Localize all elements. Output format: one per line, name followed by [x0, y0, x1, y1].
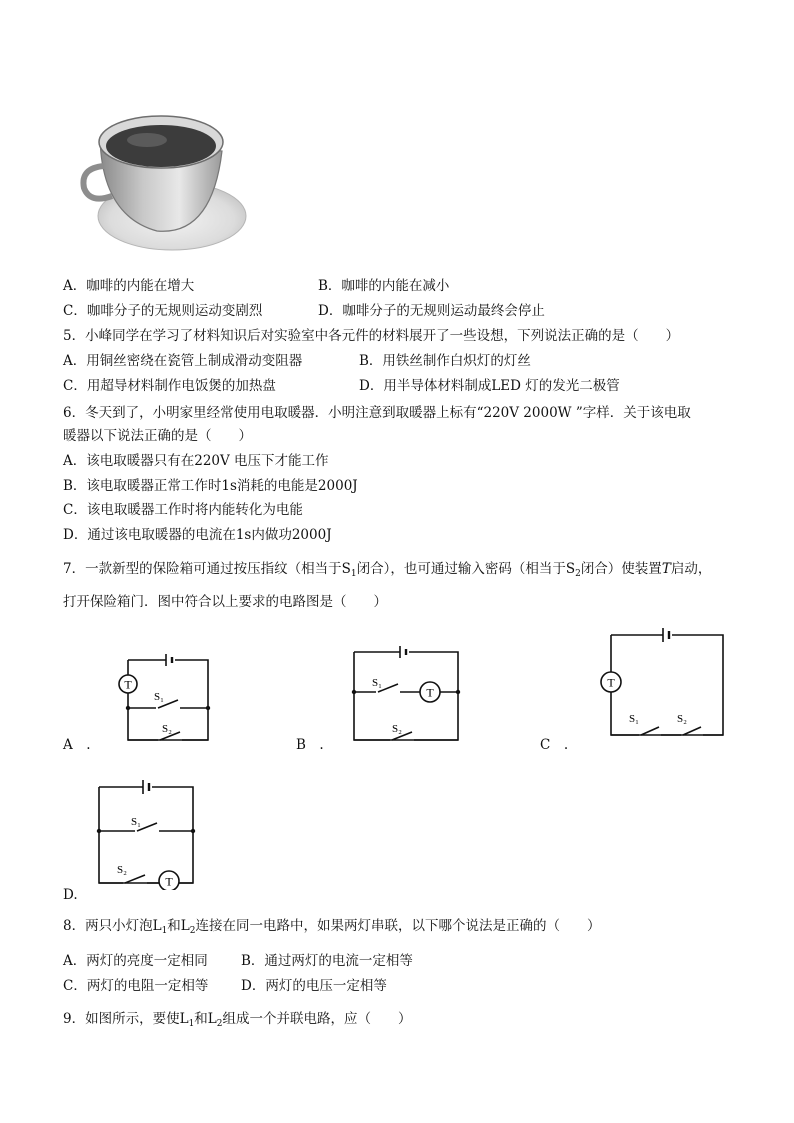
- q5-stem: 5．小峰同学在学习了材料知识后对实验室中各元件的材料展开了一些设想，下列说法正确的是（ ）: [63, 328, 680, 344]
- q4-option-b[interactable]: B．咖啡的内能在减小: [318, 278, 450, 294]
- s1-label: S₁: [154, 691, 164, 703]
- q7-stem-line1: 7．一款新型的保险箱可通过按压指纹（相当于$S_1$闭合），也可通过输入密码（相当于$S_2$闭合）使装置T启动，: [63, 561, 712, 579]
- q8-option-b[interactable]: B．通过两灯的电流一定相等: [241, 953, 413, 969]
- q7-option-b-label[interactable]: B .: [296, 737, 324, 753]
- q6-option-b[interactable]: B．该电取暖器正常工作时1s消耗的电能是2000J: [63, 478, 358, 494]
- q9-stem: 9．如图所示，要使$L_1$和$L_2$组成一个并联电路，应（ ）: [63, 1011, 412, 1029]
- q8-option-c[interactable]: C．两灯的电阻一定相等: [63, 978, 209, 994]
- q4-option-a[interactable]: A．咖啡的内能在增大: [63, 278, 195, 294]
- s2-label: S₂: [117, 864, 127, 876]
- q8-stem: 8．两只小灯泡$L_1$和$L_2$连接在同一电路中，如果两灯串联，以下哪个说法是正确的（ ）: [63, 918, 601, 936]
- circuit-diagram-a[interactable]: [108, 650, 223, 750]
- q4-option-c[interactable]: C．咖啡分子的无规则运动变剧烈: [63, 303, 263, 319]
- q8-option-a[interactable]: A．两灯的亮度一定相同: [63, 953, 208, 969]
- s1-label: S₁: [629, 713, 639, 725]
- q7-stem-line2: 打开保险箱门．图中符合以上要求的电路图是（ ）: [63, 594, 387, 610]
- q6-stem-line1: 6．冬天到了，小明家里经常使用电取暖器．小明注意到取暖器上标有“220V 2000W ”字样．关于该电取: [63, 405, 691, 421]
- s1-label: S₁: [372, 677, 382, 689]
- s2-label: S₂: [392, 723, 402, 735]
- q6-option-d[interactable]: D．通过该电取暖器的电流在1s内做功2000J: [63, 527, 332, 543]
- s2-label: S₂: [162, 723, 172, 735]
- t-device-label: T: [607, 675, 615, 690]
- t-device-label: T: [124, 677, 132, 692]
- t-device-label: T: [165, 874, 173, 889]
- q6-option-c[interactable]: C．该电取暖器工作时将内能转化为电能: [63, 502, 303, 518]
- q5-option-c[interactable]: C．用超导材料制作电饭煲的加热盘: [63, 378, 276, 394]
- q6-stem-line2: 暖器以下说法正确的是（ ）: [63, 428, 252, 444]
- coffee-cup-image: [72, 96, 252, 256]
- q7-option-c-label[interactable]: C .: [540, 737, 569, 753]
- q8-option-d[interactable]: D．两灯的电压一定相等: [241, 978, 387, 994]
- q7-option-a-label[interactable]: A .: [63, 737, 91, 753]
- q4-option-d[interactable]: D．咖啡分子的无规则运动最终会停止: [318, 303, 545, 319]
- t-device-label: T: [426, 685, 434, 700]
- circuit-diagram-d[interactable]: [85, 775, 210, 890]
- q6-option-a[interactable]: A．该电取暖器只有在220V 电压下才能工作: [63, 453, 329, 469]
- circuit-diagram-b[interactable]: [340, 640, 470, 745]
- q7-option-d-label[interactable]: D.: [63, 887, 78, 903]
- q5-option-a[interactable]: A．用铜丝密绕在瓷管上制成滑动变阻器: [63, 353, 303, 369]
- q5-option-b[interactable]: B．用铁丝制作白炽灯的灯丝: [359, 353, 531, 369]
- s1-label: S₁: [131, 816, 141, 828]
- q5-option-d[interactable]: D．用半导体材料制成LED 灯的发光二极管: [359, 378, 620, 394]
- circuit-diagram-c[interactable]: [595, 625, 735, 745]
- s2-label: S₂: [677, 713, 687, 725]
